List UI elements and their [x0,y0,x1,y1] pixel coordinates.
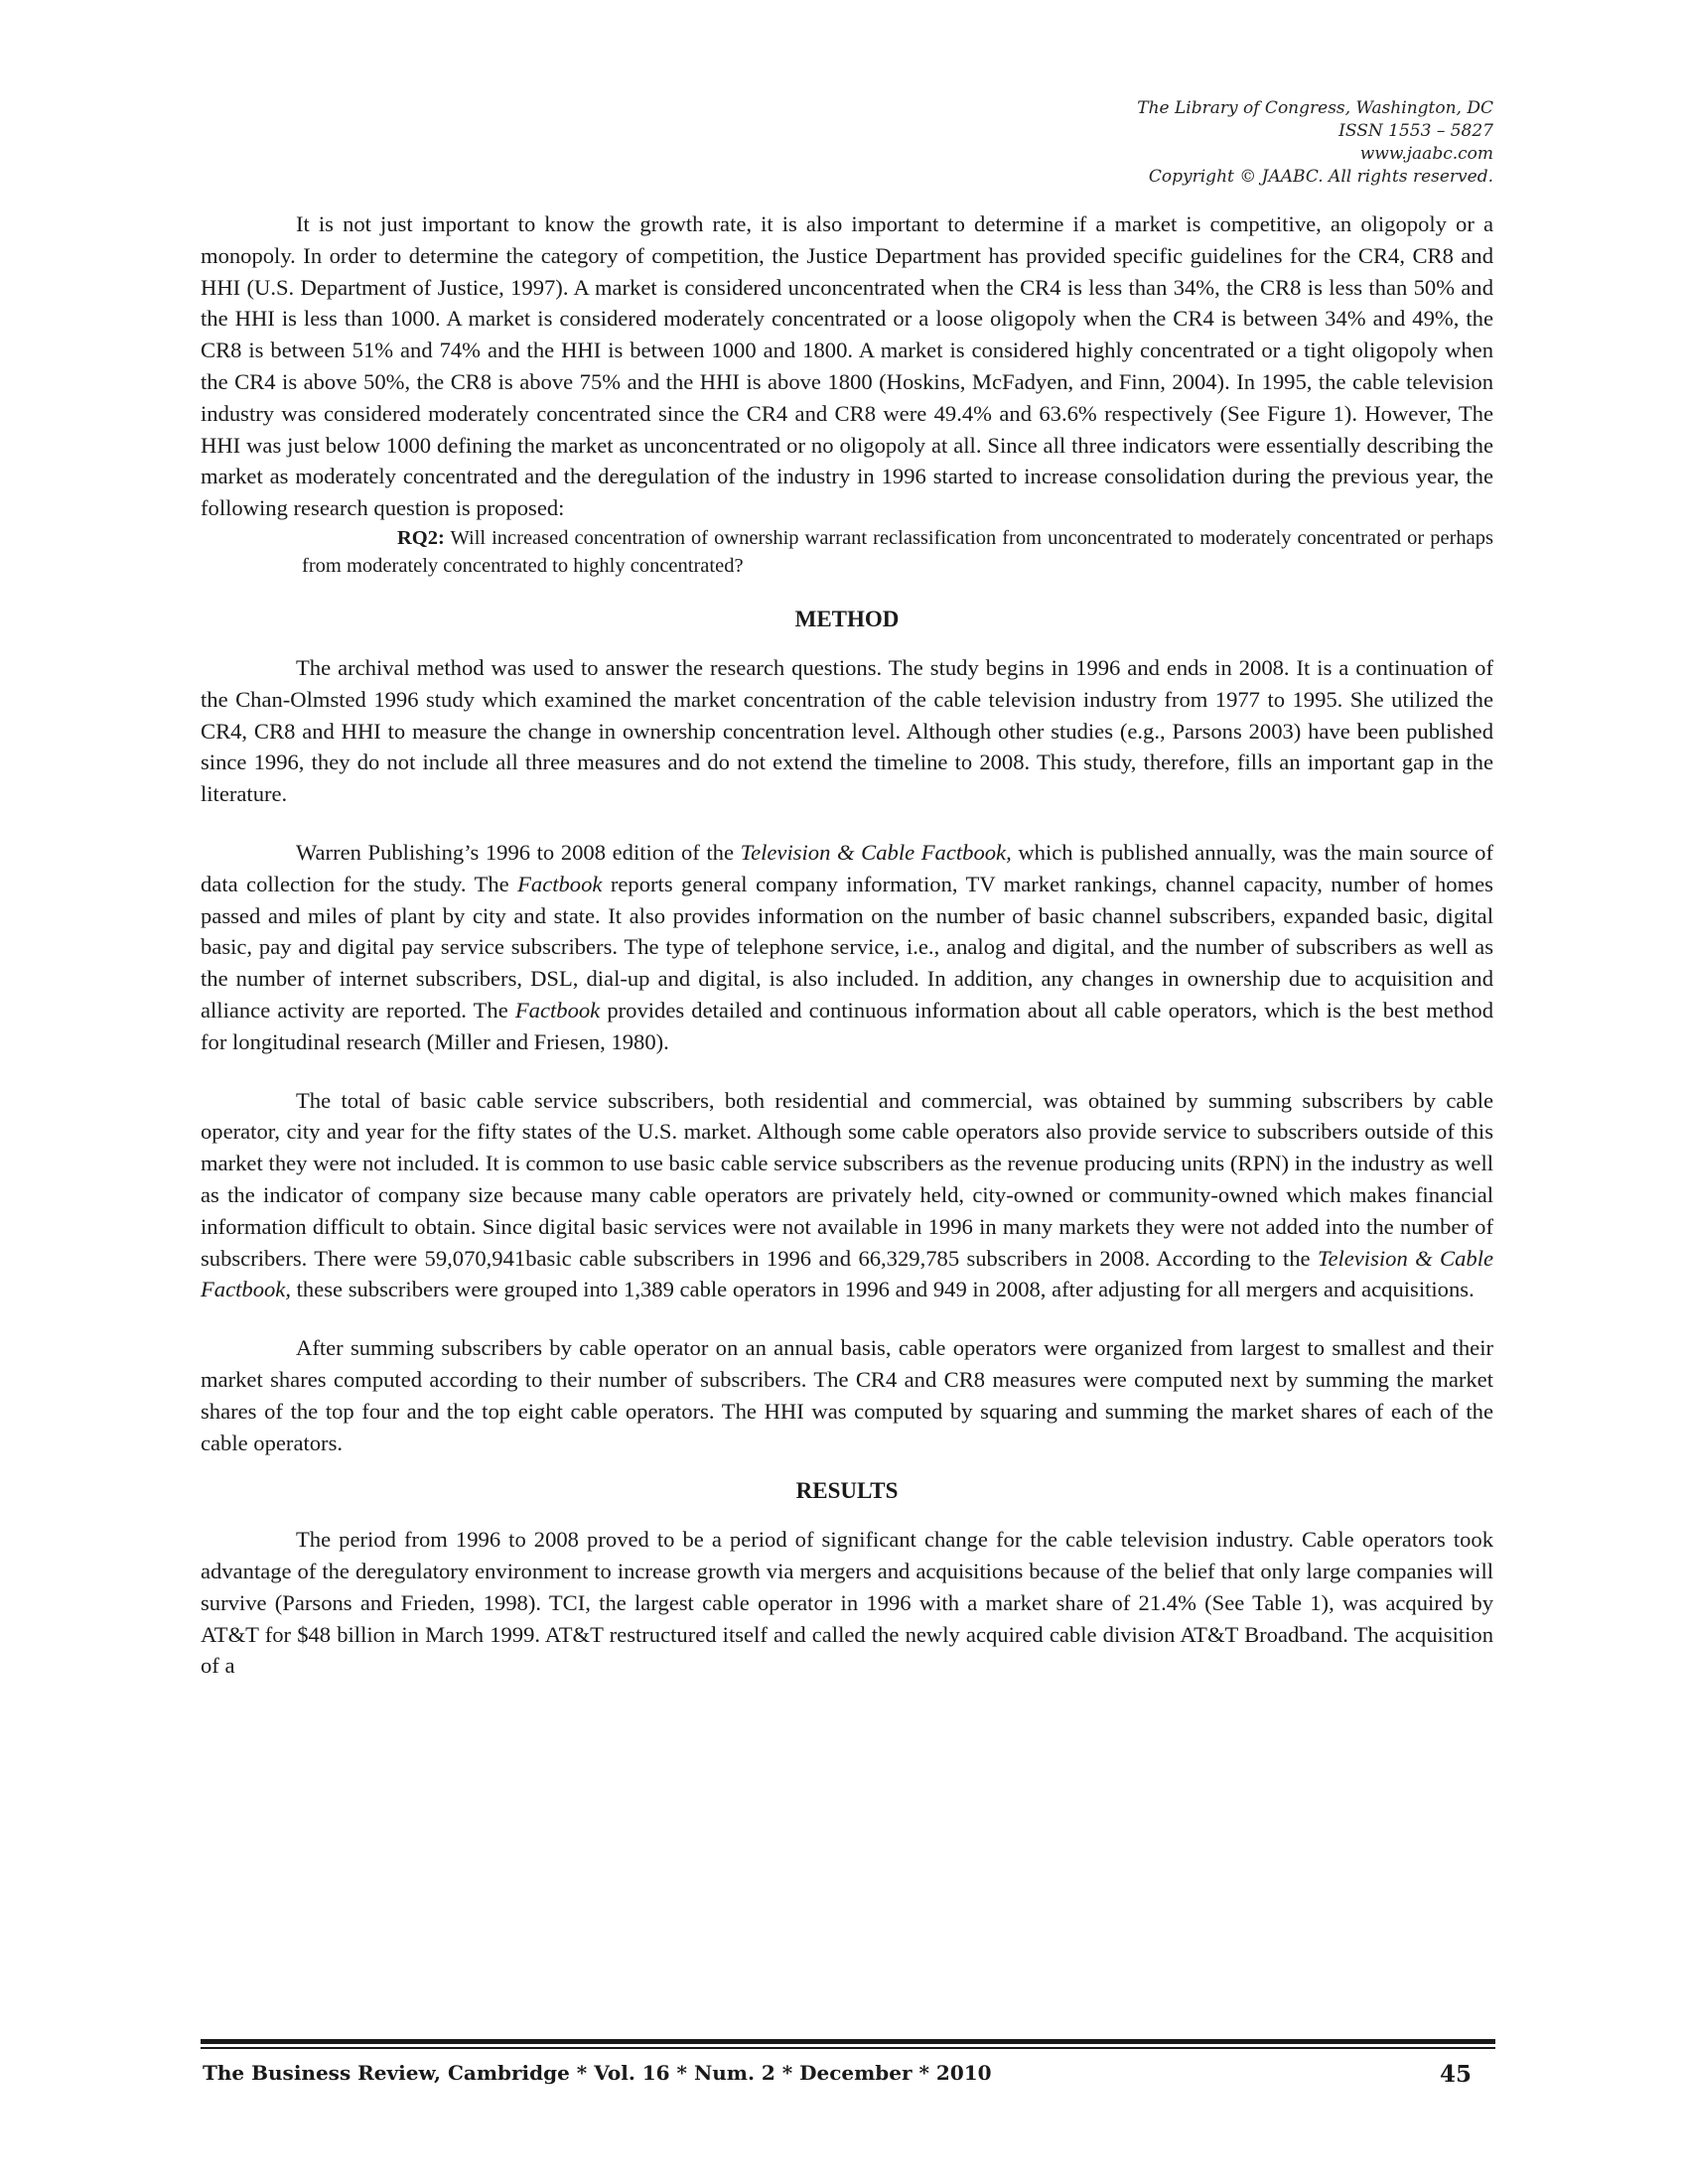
body-text [201,208,1493,1682]
results-paragraph-1: The period from 1996 to 2008 proved to be a period of significant change for the cable television industry. Cable operators took advantage of the deregulatory environment to increase growth via mergers and acquisitions because of the belief that only large companies will survive (Parsons and Frieden, 1998). TCI, the largest cable operator in 1996 with a market share of 21.4% (See Table 1), was acquired by AT&T for $48 billion in March 1999. AT&T restructured itself and called the newly acquired cable division AT&T Broadband. The acquisition of a [201,1527,1493,1679]
factbook-ref: Factbook [514,997,601,1023]
header-website: www.jaabc.com [1359,144,1493,164]
rq-label: RQ2: [397,526,445,549]
factbook-ref: Factbook [517,871,603,896]
method-p2-text-a: Warren Publishing’s 1996 to 2008 edition of the [296,839,741,865]
method-paragraph-2 [201,837,1493,1058]
method-heading: METHOD [794,606,900,631]
header-copyright: Copyright © JAABC. All rights reserved. [1148,167,1493,187]
method-paragraph-3 [201,1085,1493,1306]
journal-citation: The Business Review, Cambridge * Vol. 16 * Num. 2 * December * 2010 [203,2061,992,2085]
page-footer [201,2055,1495,2095]
page-number: 45 [1439,2061,1472,2088]
factbook-title: Television & Cable Factbook, [740,839,1012,865]
results-heading: RESULTS [795,1478,899,1504]
research-question-rq2 [201,524,1493,580]
rq-text: Will increased concentration of ownership warrant reclassification from unconcentrated to moderately concentrated or perhaps from moderately concentrated to highly concentrated? [302,526,1493,577]
method-p3-text-b: these subscribers were grouped into 1,389 cable operators in 1996 and 949 in 2008, after adjusting for all mergers and acquisitions. [290,1277,1475,1302]
intro-paragraph: It is not just important to know the growth rate, it is also important to determine if a market is competitive, an oligopoly or a monopoly. In order to determine the category of competition, the Justice Department has provided specific guidelines for the CR4, CR8 and HHI (U.S. Department of Justice, 1997). A market is considered unconcentrated when the CR4 is less than 34%, the CR8 is less than 50% and the HHI is less than 1000. A market is considered moderately concentrated or a loose oligopoly when the CR4 is between 34% and 49%, the CR8 is between 51% and 74% and the HHI is between 1000 and 1800. A market is considered highly concentrated or a tight oligopoly when the CR4 is above 50%, the CR8 is above 75% and the HHI is above 1800 (Hoskins, McFadyen, and Finn, 2004). In 1995, the cable television industry was considered moderately concentrated since the CR4 and CR8 were 49.4% and 63.6% respectively (See Figure 1). However, The HHI was just below 1000 defining the market as unconcentrated or no oligopoly at all. Since all three indicators were essentially describing the market as moderately concentrated and the deregulation of the industry in 1996 started to increase consolidation during the previous year, the following research question is proposed: [201,211,1493,521]
method-paragraph-4: After summing subscribers by cable operator on an annual basis, cable operators were organized from largest to smallest and their market shares computed according to their number of subscribers. The CR4 and CR8 measures were computed next by summing the market shares of the top four and the top eight cable operators. The HHI was computed by squaring and summing the market shares of each of the cable operators. [201,1335,1493,1455]
footer-rule-thin [201,2047,1495,2049]
page-header [1137,97,1493,189]
method-p2-text-b: which is published annually, was the main source of data collection for the study. The [201,839,1493,896]
header-library: The Library of Congress, Washington, DC [1137,98,1493,118]
footer-rule-thick [201,2039,1495,2044]
header-issn: ISSN 1553 – 5827 [1338,121,1493,141]
method-p2-text-c: reports general company information, TV market rankings, channel capacity, number of homes passed and miles of plant by city and state. It also provides information on the number of basic channel subscribers, expanded basic, digital basic, pay and digital pay service subscribers. The type of telephone service, i.e., analog and digital, and the number of subscribers as well as the number of internet subscribers, DSL, dial-up and digital, is also included. In addition, any changes in ownership due to acquisition and alliance activity are reported. The [201,871,1493,1023]
factbook-title: Television & Cable Factbook, [201,1245,1493,1302]
method-p3-text-a: The total of basic cable service subscribers, both residential and commercial, was obtained by summing subscribers by cable operator, city and year for the fifty states of the U.S. market. Although some cable operators also provide service to subscribers outside of this market they were not included. It is common to use basic cable service subscribers as the revenue producing units (RPN) in the industry as well as the indicator of company size because many cable operators are privately held, city-owned or community-owned which makes financial information difficult to obtain. Since digital basic services were not available in 1996 in many markets they were not added into the number of subscribers. There were 59,070,941basic cable subscribers in 1996 and 66,329,785 subscribers in 2008. According to the [201,1087,1493,1271]
method-p2-text-d: provides detailed and continuous information about all cable operators, which is the best method for longitudinal research (Miller and Friesen, 1980). [201,997,1493,1054]
method-paragraph-1: The archival method was used to answer the research questions. The study begins in 1996 and ends in 2008. It is a continuation of the Chan-Olmsted 1996 study which examined the market concentration of the cable television industry from 1977 to 1995. She utilized the CR4, CR8 and HHI to measure the change in ownership concentration level. Although other studies (e.g., Parsons 2003) have been published since 1996, they do not include all three measures and do not extend the timeline to 2008. This study, therefore, fills an important gap in the literature. [201,654,1493,807]
